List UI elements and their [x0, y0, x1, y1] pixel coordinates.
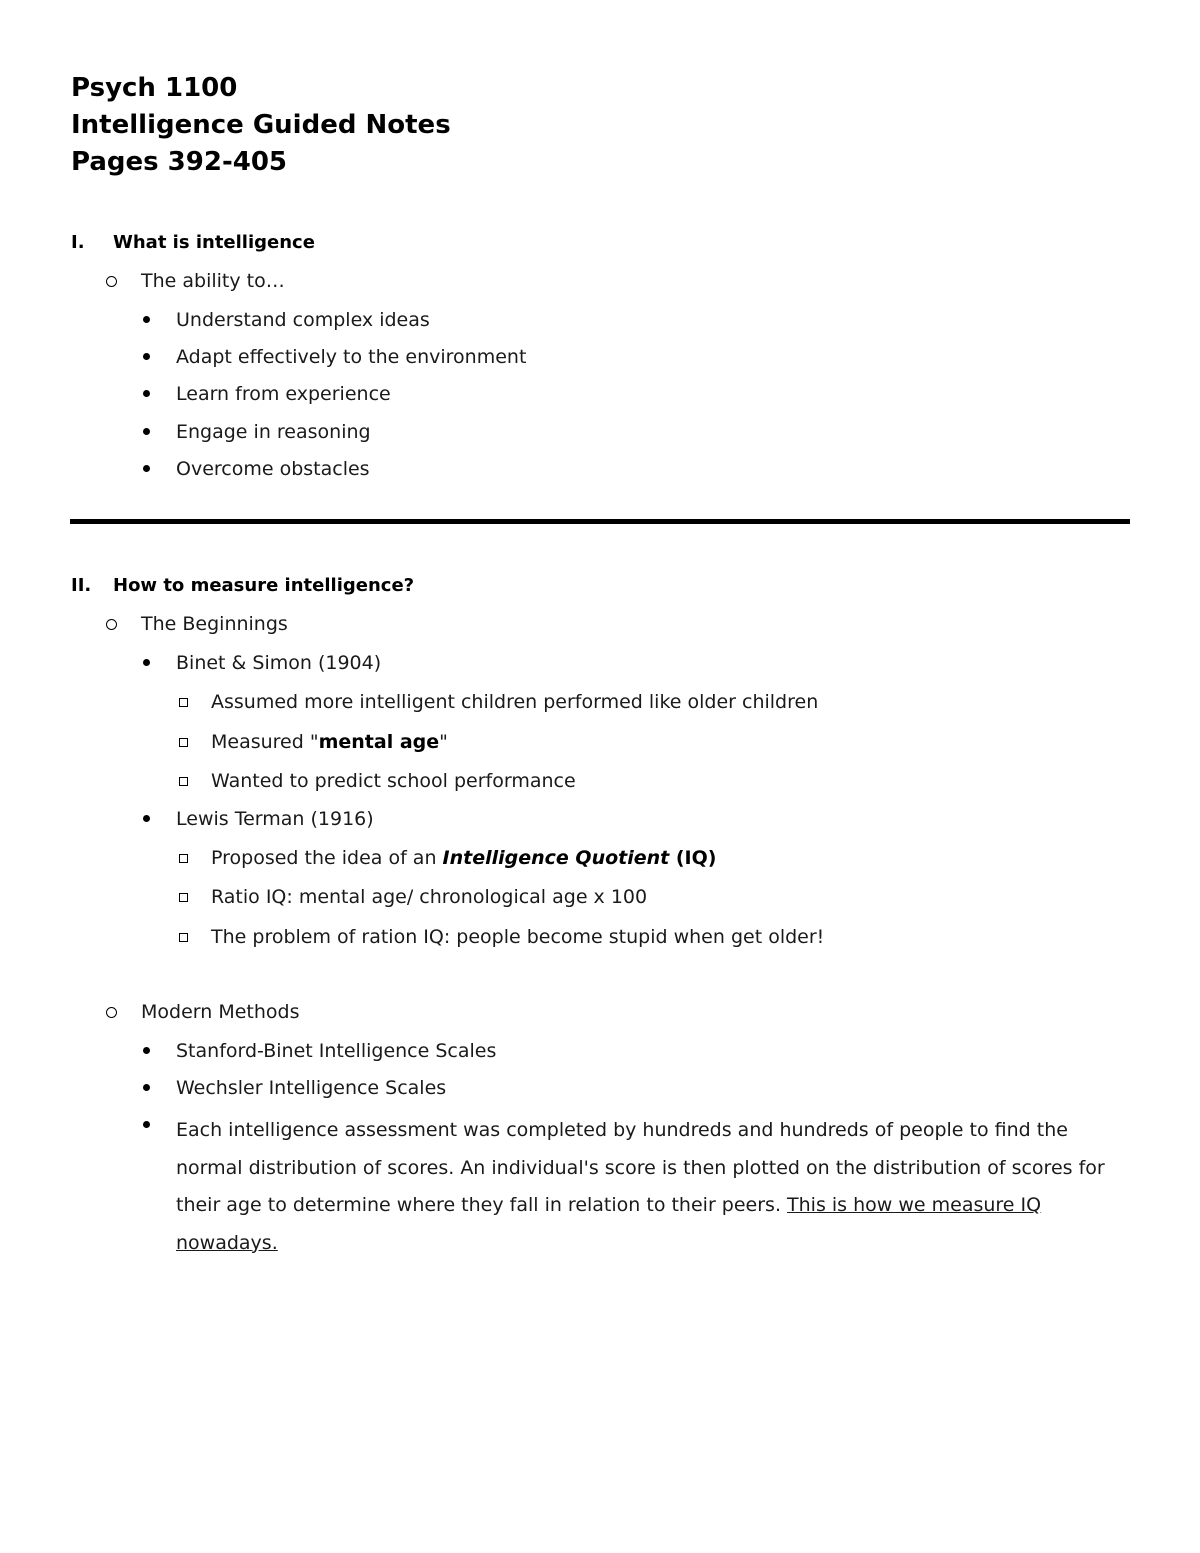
bullet-icon: [143, 353, 150, 360]
list-item: Adapt effectively to the environment: [176, 346, 527, 368]
list-item: Wanted to predict school performance: [211, 770, 576, 792]
square-bullet-icon: [179, 933, 188, 942]
list-item: Overcome obstacles: [176, 458, 370, 480]
square-bullet-icon: [179, 698, 188, 707]
square-bullet-icon: [179, 854, 188, 863]
pages-title: Pages 392-405: [71, 147, 288, 177]
square-bullet-icon: [179, 777, 188, 786]
page-title: [71, 70, 451, 181]
circle-bullet-icon: [106, 276, 117, 287]
square-bullet-icon: [179, 893, 188, 902]
circle-bullet-icon: [106, 1007, 117, 1018]
section-1-heading: What is intelligence: [113, 232, 315, 253]
course-title: Psych 1100: [71, 73, 238, 103]
section-1-numeral: I.: [71, 232, 85, 253]
list-item: Engage in reasoning: [176, 421, 371, 443]
list-item: [211, 846, 716, 870]
section-2-numeral: II.: [71, 575, 92, 596]
bullet-icon: [143, 390, 150, 397]
iq-abbrev: (IQ): [669, 847, 717, 869]
list-item: The problem of ration IQ: people become stupid when get older!: [211, 926, 825, 948]
bullet-icon: [143, 1121, 150, 1128]
bullet-icon: [143, 428, 150, 435]
bullet-icon: [143, 316, 150, 323]
list-item: Ratio IQ: mental age/ chronological age x 100: [211, 886, 648, 908]
bullet-icon: [143, 1084, 150, 1091]
notes-title: Intelligence Guided Notes: [71, 110, 451, 140]
list-item-paragraph: [176, 1112, 1116, 1262]
square-bullet-icon: [179, 738, 188, 747]
circle-bullet-icon: [106, 619, 117, 630]
list-item: Wechsler Intelligence Scales: [176, 1077, 447, 1099]
section-divider: [70, 519, 1130, 524]
beginnings-label: The Beginnings: [141, 613, 288, 635]
list-item: Learn from experience: [176, 383, 391, 405]
iq-term: Intelligence Quotient: [442, 847, 670, 869]
section-2-heading: How to measure intelligence?: [113, 575, 415, 596]
list-item: Understand complex ideas: [176, 309, 430, 331]
bullet-icon: [143, 465, 150, 472]
section-1-sub: The ability to…: [141, 270, 285, 292]
list-item: [211, 730, 448, 754]
measured-suffix: ": [439, 731, 448, 753]
measured-prefix: Measured ": [211, 731, 319, 753]
proposed-prefix: Proposed the idea of an: [211, 847, 443, 869]
paragraph-text: Each intelligence assessment was completed by hundreds and hundreds of people to find the normal distribution of scores. An individual's score is then plotted on the distribution of scores for their age to determine where they fall in relation to their peers.: [176, 1119, 1105, 1216]
modern-label: Modern Methods: [141, 1001, 300, 1023]
mental-age-term: mental age: [318, 731, 440, 753]
bullet-icon: [143, 1047, 150, 1054]
binet-label: Binet & Simon (1904): [176, 652, 382, 674]
underlined-conclusion: This is how we measure IQ nowadays.: [176, 1194, 1042, 1254]
bullet-icon: [143, 815, 150, 822]
terman-label: Lewis Terman (1916): [176, 808, 374, 830]
bullet-icon: [143, 659, 150, 666]
list-item: Assumed more intelligent children performed like older children: [211, 691, 819, 713]
list-item: Stanford-Binet Intelligence Scales: [176, 1040, 497, 1062]
